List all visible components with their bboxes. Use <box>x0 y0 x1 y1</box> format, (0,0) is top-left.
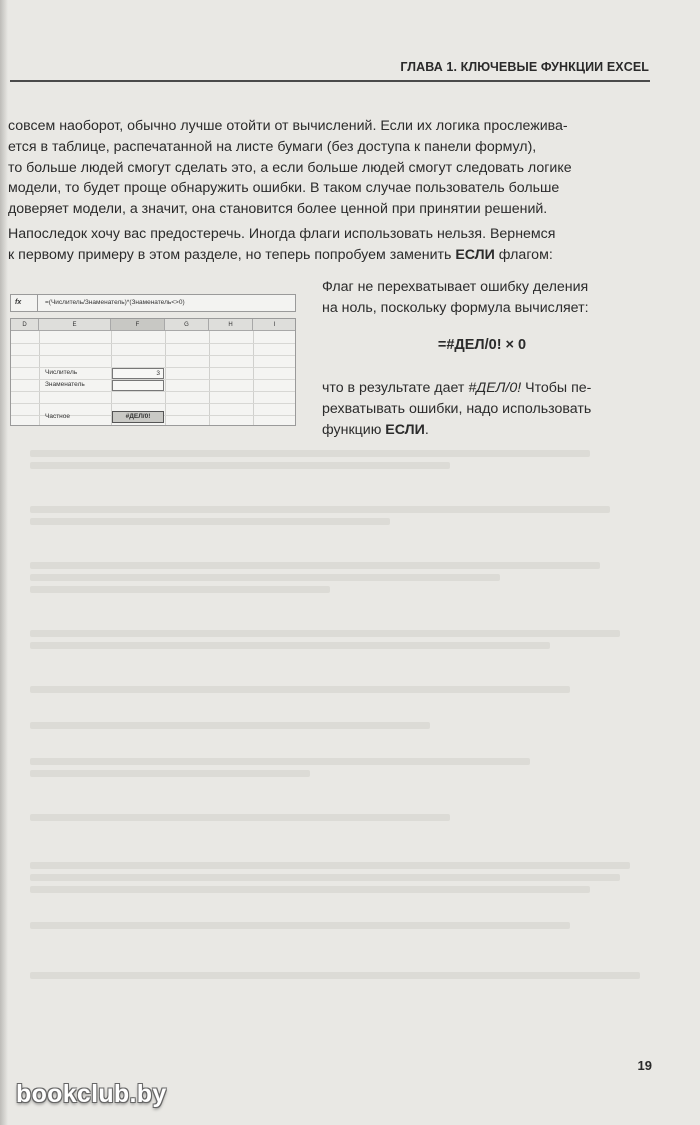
column-header: E <box>39 319 111 331</box>
paragraph-1 <box>8 116 640 220</box>
column-header: I <box>253 319 296 331</box>
show-through-line <box>30 758 530 765</box>
show-through-line <box>30 462 450 469</box>
side-text-line: на ноль, поскольку формула вычисляет: <box>322 299 589 316</box>
function-name-bold: ЕСЛИ <box>385 421 425 438</box>
page-number: 19 <box>637 1058 652 1073</box>
show-through-line <box>30 630 620 637</box>
formula-text: =(Числитель/Знаменатель)*(Знаменатель<>0) <box>45 299 185 306</box>
chapter-header: ГЛАВА 1. КЛЮЧЕВЫЕ ФУНКЦИИ EXCEL <box>400 60 649 74</box>
show-through-line <box>30 922 570 929</box>
side-text-line <box>322 378 642 399</box>
column-header: D <box>11 319 39 331</box>
text-run: что в результате дает <box>322 380 469 396</box>
paragraph-1-line: совсем наоборот, обычно лучше отойти от вычислений. Если их логика прослежива- <box>8 118 568 134</box>
text-run: к первому примеру в этом разделе, но теперь попробуем заменить <box>8 246 456 263</box>
show-through-line <box>30 686 570 693</box>
text-run: флагом: <box>494 246 553 263</box>
column-header: G <box>165 319 209 331</box>
show-through-line <box>30 642 550 649</box>
show-through-line <box>30 770 310 777</box>
paragraph-1-line: модели, то будет проще обнаружить ошибки. В таком случае пользователь больше <box>8 180 560 197</box>
show-through-line <box>30 562 600 569</box>
show-through-line <box>30 518 390 525</box>
text-run: функцию <box>322 421 386 438</box>
side-text-top <box>322 277 642 319</box>
watermark-logo: bookclub.by <box>16 1080 167 1108</box>
paragraph-2-line <box>8 245 640 266</box>
paragraph-1-line: доверяет модели, а значит, она становится более ценной при принятии решений. <box>8 201 548 218</box>
grid-line <box>11 355 296 356</box>
page-gutter <box>0 0 8 1125</box>
show-through-line <box>30 574 500 581</box>
numerator-label: Числитель <box>45 369 78 376</box>
denominator-label: Знаменатель <box>45 381 85 388</box>
side-text-line: Флаг не перехватывает ошибку деления <box>322 279 589 295</box>
show-through-line <box>30 586 330 593</box>
quotient-error-cell: #ДЕЛ/0! <box>112 411 164 423</box>
text-run: Чтобы пе- <box>521 380 592 396</box>
header-rule <box>10 80 650 82</box>
formula-bar-separator <box>37 295 38 311</box>
spreadsheet-figure <box>10 318 296 426</box>
paragraph-2 <box>8 224 640 266</box>
quotient-label: Частное <box>45 413 70 420</box>
show-through-line <box>30 506 610 513</box>
column-header-selected: F <box>111 319 165 331</box>
paragraph-2-line: Напоследок хочу вас предостеречь. Иногда флаги использовать нельзя. Вернемся <box>8 226 556 242</box>
formula-display: =#ДЕЛ/0! × 0 <box>437 337 527 353</box>
show-through-line <box>30 450 590 457</box>
show-through-line <box>30 972 640 979</box>
paragraph-1-line: ется в таблице, распечатанной на листе бумаги (без доступа к панели формул), <box>8 138 537 155</box>
denominator-cell <box>112 380 164 391</box>
show-through-line <box>30 874 620 881</box>
function-name-bold: ЕСЛИ <box>455 246 495 263</box>
formula-bar <box>10 294 296 312</box>
grid-line <box>11 343 296 344</box>
paragraph-1-line: то больше людей смогут сделать это, а если больше людей смогут следовать логике <box>8 159 572 176</box>
column-header: H <box>209 319 253 331</box>
grid-line <box>11 403 296 404</box>
show-through-text <box>30 432 640 982</box>
text-run: . <box>424 421 429 438</box>
show-through-line <box>30 814 450 821</box>
numerator-cell: 3 <box>112 368 164 379</box>
show-through-line <box>30 886 590 893</box>
show-through-line <box>30 722 430 729</box>
side-text-line: рехватывать ошибки, надо использовать <box>322 400 592 417</box>
fx-icon: fx <box>15 299 22 306</box>
grid-line <box>11 391 296 392</box>
error-value-italic: #ДЕЛ/0! <box>468 380 522 396</box>
show-through-line <box>30 862 630 869</box>
